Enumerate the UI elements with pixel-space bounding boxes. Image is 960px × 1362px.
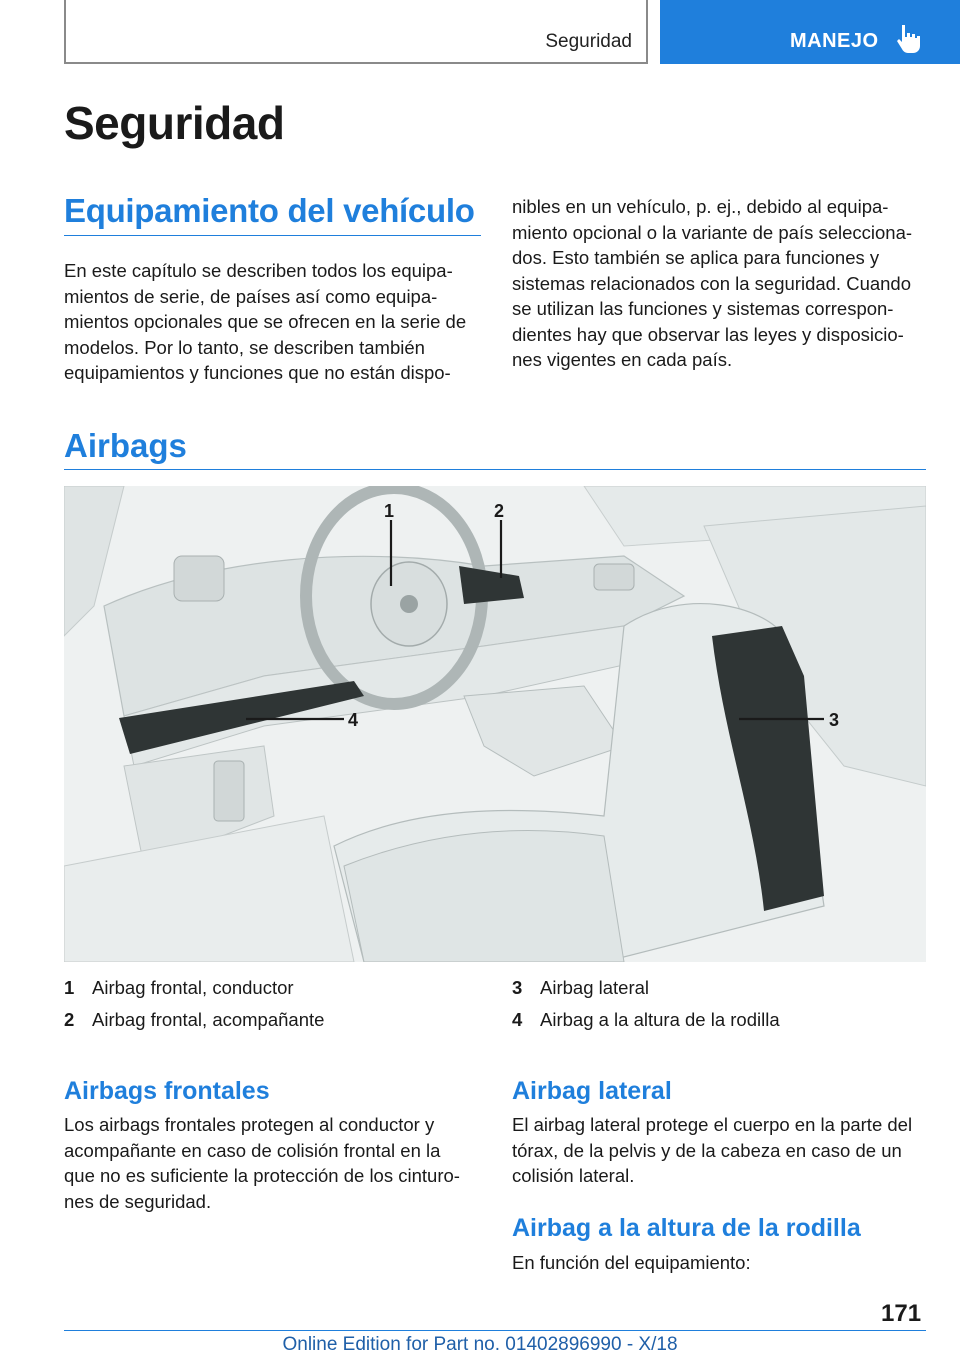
callout-4: 4 xyxy=(348,710,359,730)
callout-1: 1 xyxy=(384,501,395,521)
legend-item-1: 1 Airbag frontal, conductor xyxy=(64,977,294,998)
subheading-knee-airbag: Airbag a la altura de la rodilla xyxy=(512,1214,861,1242)
equipment-paragraph-left: En este capítulo se describen todos los equipa‐ mientos de serie, de países así como equipa‐ mientos opcionales que se ofrecen en la serie de modelos. Por lo tanto, se describen también equipamientos y funciones que no están dispo‐ xyxy=(64,260,467,383)
knee-airbag-paragraph: En función del equipamiento: xyxy=(512,1252,751,1273)
section-heading-airbags: Airbags xyxy=(64,427,187,464)
footer-edition-link[interactable]: Online Edition for Part no. 01402896990 - X/18 xyxy=(282,1334,678,1355)
legend-item-3: 3 Airbag lateral xyxy=(512,977,650,998)
subheading-frontal-airbags: Airbags frontales xyxy=(64,1077,270,1105)
hand-pointing-icon xyxy=(896,24,922,54)
subheading-side-airbag: Airbag lateral xyxy=(512,1077,672,1105)
header-section-label: Seguridad xyxy=(545,31,632,52)
legend-item-4: 4 Airbag a la altura de la rodilla xyxy=(512,1009,780,1030)
running-header xyxy=(64,0,648,64)
frontal-airbags-paragraph: Los airbags frontales protegen al conductor y acompañante en caso de colisión frontal en la que no es suficiente la protección de los cinturo‐ nes de seguridad. xyxy=(64,1114,460,1212)
section-heading-equipment: Equipamiento del vehículo xyxy=(64,192,475,229)
heading-rule xyxy=(64,235,481,236)
callout-2: 2 xyxy=(494,501,505,521)
page-number: 171 xyxy=(881,1300,922,1327)
airbag-locations-illustration xyxy=(64,486,926,962)
heading-rule xyxy=(64,469,926,470)
chapter-tab-manejo[interactable] xyxy=(660,0,960,64)
footer-rule xyxy=(64,1330,926,1331)
equipment-paragraph-right: nibles en un vehículo, p. ej., debido al equipa‐ miento opcional o la variante de país selecciona‐ dos. Esto también se aplica para funciones y sistemas relacionados con la seguridad. Cuando se utilizan las funciones y sistemas correspon‐ dientes hay que observar las leyes y disposicio‐ nes vigentes en cada país. xyxy=(512,196,913,370)
side-airbag-paragraph: El airbag lateral protege el cuerpo en la parte del tórax, de la pelvis y de la cabeza en caso de un colisión lateral. xyxy=(512,1114,913,1186)
callout-3: 3 xyxy=(829,710,840,730)
legend-item-2: 2 Airbag frontal, acompañante xyxy=(64,1009,325,1030)
chapter-tab-label: MANEJO xyxy=(790,30,879,52)
page-title: Seguridad xyxy=(64,97,285,149)
